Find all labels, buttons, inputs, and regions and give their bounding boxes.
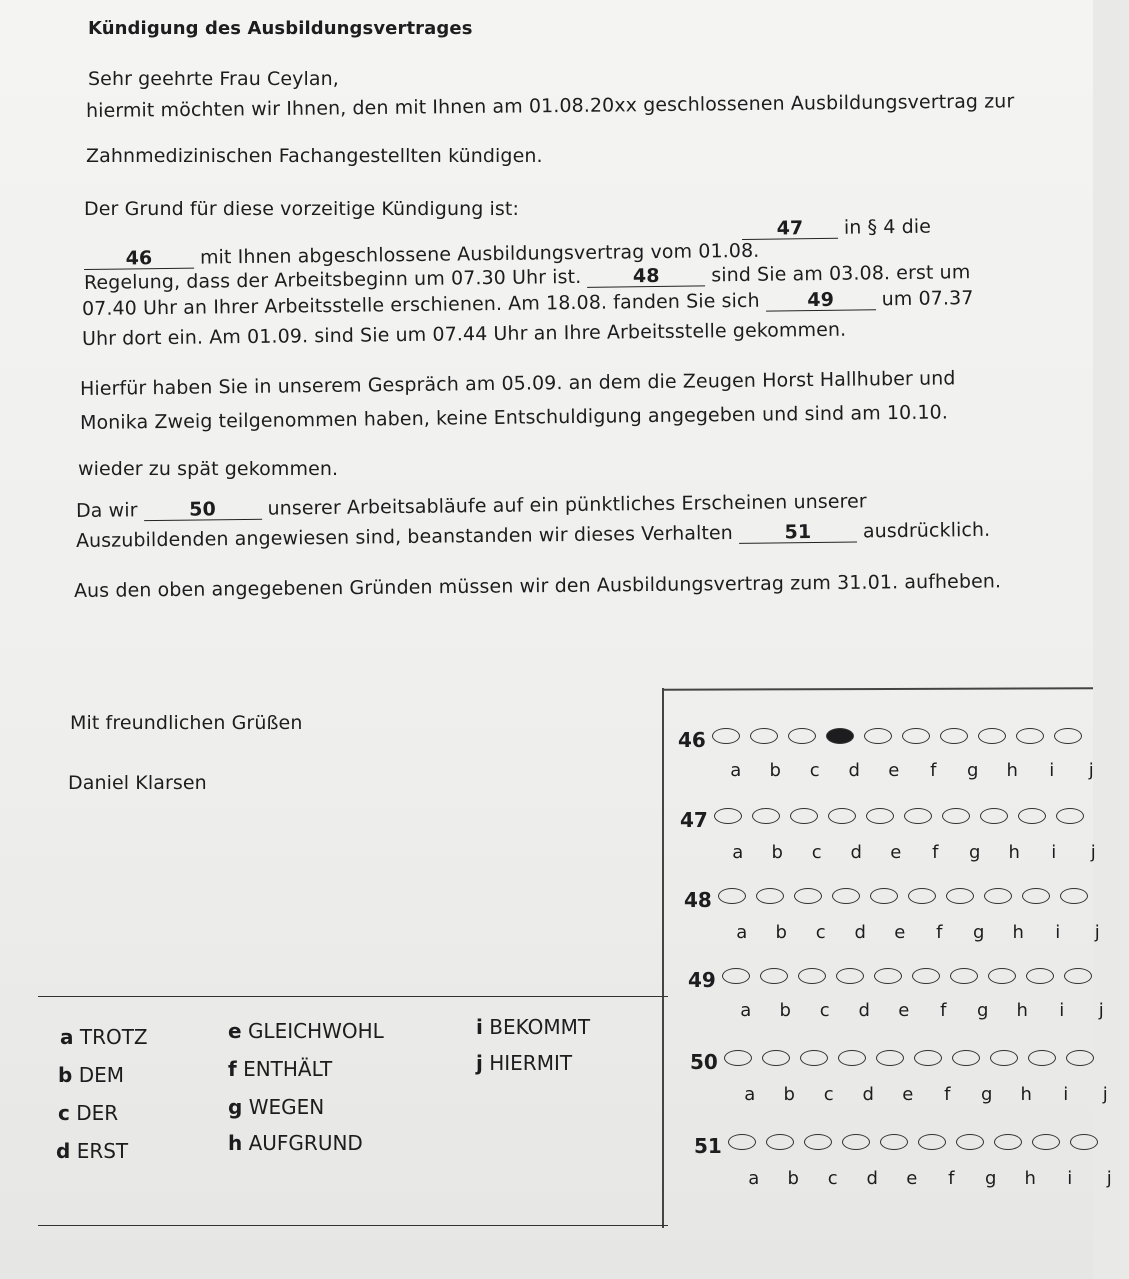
answer-letter-49-a: a: [740, 1000, 752, 1021]
answer-letter-46-b: b: [769, 760, 781, 781]
answer-letter-48-j: j: [1094, 922, 1100, 943]
answer-bubble-50-d[interactable]: [838, 1050, 866, 1066]
answer-bubble-48-i[interactable]: [1022, 888, 1050, 904]
answer-letter-46-g: g: [967, 760, 979, 781]
answer-letter-46-a: a: [730, 760, 742, 781]
option-a: a TROTZ: [60, 1025, 148, 1049]
paragraph-1-line-1: hiermit möchten wir Ihnen, den mit Ihnen am 01.08.20xx geschlossenen Ausbildungsvertrag zur: [85, 90, 1015, 122]
question-50-letters: [730, 1084, 1125, 1105]
answer-bubble-48-f[interactable]: [908, 888, 936, 904]
question-47-letters: [718, 842, 1113, 863]
paragraph-3-line-2: 46 mit Ihnen abgeschlossene Ausbildungsvertrag vom 01.08.: [84, 240, 760, 270]
answer-letter-51-a: a: [748, 1168, 760, 1189]
paragraph-3-line-1: 47 in § 4 die: [84, 216, 931, 248]
question-48-letters: [722, 922, 1117, 943]
answer-bubble-46-f[interactable]: [902, 728, 930, 744]
answer-letter-50-g: g: [981, 1084, 993, 1105]
answer-bubble-50-h[interactable]: [990, 1050, 1018, 1066]
paragraph-4-line-3: wieder zu spät gekommen.: [78, 458, 339, 480]
answer-letter-47-f: f: [932, 842, 939, 863]
answer-letter-47-g: g: [969, 842, 981, 863]
answer-letter-49-e: e: [898, 1000, 910, 1021]
answer-bubble-48-a[interactable]: [718, 888, 746, 904]
answer-letter-49-d: d: [858, 1000, 870, 1021]
answer-letter-51-b: b: [787, 1168, 799, 1189]
answer-letter-50-c: c: [823, 1084, 834, 1105]
answer-letter-47-c: c: [811, 842, 822, 863]
answer-letter-50-d: d: [862, 1084, 874, 1105]
paragraph-3-line-4: 07.40 Uhr an Ihrer Arbeitsstelle erschienen. Am 18.08. fanden Sie sich 49 um 07.37: [81, 287, 974, 320]
answer-letter-46-f: f: [930, 760, 937, 781]
answer-bubble-48-c[interactable]: [794, 888, 822, 904]
paragraph-1-line-2: Zahnmedizinischen Fachangestellten kündigen.: [86, 145, 543, 167]
answer-letter-48-a: a: [736, 922, 748, 943]
answer-letter-48-e: e: [894, 922, 906, 943]
option-d: d ERST: [56, 1139, 129, 1163]
paragraph-3-line-5: Uhr dort ein. Am 01.09. sind Sie um 07.44 Uhr an Ihre Arbeitsstelle gekommen.: [81, 318, 847, 350]
option-e: e GLEICHWOHL: [228, 1019, 384, 1043]
signature: Daniel Klarsen: [68, 772, 207, 794]
answer-bubble-49-g[interactable]: [950, 968, 978, 984]
answer-bubble-46-g[interactable]: [940, 728, 968, 744]
answer-bubble-48-h[interactable]: [984, 888, 1012, 904]
option-j: j HIERMIT: [476, 1051, 573, 1075]
answer-bubble-50-b[interactable]: [762, 1050, 790, 1066]
blank-50[interactable]: 50: [143, 499, 261, 521]
answer-letter-48-b: b: [775, 922, 787, 943]
blank-48[interactable]: 48: [587, 265, 705, 287]
answer-bubble-48-g[interactable]: [946, 888, 974, 904]
question-46-bubbles: [712, 728, 1082, 744]
question-49-number: 49: [688, 968, 716, 992]
answer-bubble-47-e[interactable]: [866, 808, 894, 824]
answer-bubble-47-i[interactable]: [1018, 808, 1046, 824]
option-b: b DEM: [58, 1063, 124, 1087]
answer-bubble-49-b[interactable]: [760, 968, 788, 984]
answer-bubble-50-e[interactable]: [876, 1050, 904, 1066]
answer-letter-47-h: h: [1008, 842, 1020, 863]
answer-letter-46-c: c: [809, 760, 820, 781]
paragraph-2: Der Grund für diese vorzeitige Kündigung ist:: [84, 198, 519, 220]
answer-bubble-47-h[interactable]: [980, 808, 1008, 824]
answer-bubble-47-f[interactable]: [904, 808, 932, 824]
answer-letter-49-h: h: [1016, 1000, 1028, 1021]
answer-letter-50-b: b: [783, 1084, 795, 1105]
question-51-bubbles: [728, 1134, 1098, 1150]
answer-bubble-47-b[interactable]: [752, 808, 780, 824]
answer-bubble-46-j[interactable]: [1054, 728, 1082, 744]
answer-bubble-49-f[interactable]: [912, 968, 940, 984]
answer-bubble-50-i[interactable]: [1028, 1050, 1056, 1066]
answer-bubble-50-j[interactable]: [1066, 1050, 1094, 1066]
answer-bubble-51-g[interactable]: [956, 1134, 984, 1150]
question-50-number: 50: [690, 1050, 718, 1074]
option-h: h AUFGRUND: [228, 1131, 363, 1155]
answer-bubble-47-j[interactable]: [1056, 808, 1084, 824]
answer-bubble-46-c[interactable]: [788, 728, 816, 744]
answer-letter-48-c: c: [815, 922, 826, 943]
answer-letter-50-e: e: [902, 1084, 914, 1105]
answer-bubble-51-h[interactable]: [994, 1134, 1022, 1150]
answer-letter-51-c: c: [827, 1168, 838, 1189]
answer-letter-51-e: e: [906, 1168, 918, 1189]
option-f: f ENTHÄLT: [228, 1057, 333, 1081]
answer-letter-50-i: i: [1063, 1084, 1069, 1105]
blank-47[interactable]: 47: [742, 218, 838, 240]
answer-letter-49-f: f: [940, 1000, 947, 1021]
answer-letter-49-g: g: [977, 1000, 989, 1021]
answer-letter-50-j: j: [1102, 1084, 1108, 1105]
answer-letter-47-b: b: [771, 842, 783, 863]
answer-letter-47-j: j: [1090, 842, 1096, 863]
answer-sheet-top-border: [662, 687, 1093, 690]
paragraph-5-line-1: Da wir 50 unserer Arbeitsabläufe auf ein pünktliches Erscheinen unserer: [75, 490, 867, 522]
answer-letter-48-i: i: [1055, 922, 1061, 943]
answer-letter-49-c: c: [819, 1000, 830, 1021]
answer-bubble-49-c[interactable]: [798, 968, 826, 984]
answer-letter-46-j: j: [1088, 760, 1094, 781]
answer-bubble-47-d[interactable]: [828, 808, 856, 824]
answer-letter-48-d: d: [854, 922, 866, 943]
answer-letter-46-d: d: [848, 760, 860, 781]
answer-bubble-49-h[interactable]: [988, 968, 1016, 984]
answer-bubble-48-b[interactable]: [756, 888, 784, 904]
answer-bubble-46-b[interactable]: [750, 728, 778, 744]
answer-letter-47-a: a: [732, 842, 744, 863]
answer-bubble-48-j[interactable]: [1060, 888, 1088, 904]
paragraph-5-line-2: Auszubildenden angewiesen sind, beanstanden wir dieses Verhalten 51 ausdrücklich.: [75, 518, 991, 552]
question-49-letters: [726, 1000, 1121, 1021]
blank-46[interactable]: 46: [84, 248, 194, 270]
answer-bubble-50-a[interactable]: [724, 1050, 752, 1066]
option-g: g WEGEN: [228, 1095, 325, 1119]
answer-letter-47-e: e: [890, 842, 902, 863]
answer-letter-49-i: i: [1059, 1000, 1065, 1021]
answer-bubble-51-a[interactable]: [728, 1134, 756, 1150]
question-50-bubbles: [724, 1050, 1094, 1066]
answer-bubble-48-e[interactable]: [870, 888, 898, 904]
answer-letter-51-h: h: [1024, 1168, 1036, 1189]
answer-bubble-50-g[interactable]: [952, 1050, 980, 1066]
closing: Mit freundlichen Grüßen: [70, 712, 303, 734]
question-46-number: 46: [678, 728, 706, 752]
answer-bubble-46-e[interactable]: [864, 728, 892, 744]
letter-title: Kündigung des Ausbildungsvertrages: [88, 18, 473, 39]
answer-bubble-46-d[interactable]: [826, 728, 854, 744]
question-48-bubbles: [718, 888, 1088, 904]
option-i: i BEKOMMT: [476, 1015, 591, 1039]
answer-bubble-51-d[interactable]: [842, 1134, 870, 1150]
answer-letter-47-i: i: [1051, 842, 1057, 863]
answer-bubble-46-h[interactable]: [978, 728, 1006, 744]
question-48-number: 48: [684, 888, 712, 912]
answer-bubble-51-j[interactable]: [1070, 1134, 1098, 1150]
answer-bubble-46-a[interactable]: [712, 728, 740, 744]
answer-letter-48-g: g: [973, 922, 985, 943]
blank-49[interactable]: 49: [766, 289, 876, 311]
option-c: c DER: [58, 1101, 119, 1125]
answer-letter-48-f: f: [936, 922, 943, 943]
paragraph-6: Aus den oben angegebenen Gründen müssen wir den Ausbildungsvertrag zum 31.01. aufheben.: [73, 570, 1002, 602]
salutation: Sehr geehrte Frau Ceylan,: [88, 68, 339, 90]
question-51-letters: [734, 1168, 1129, 1189]
question-49-bubbles: [722, 968, 1092, 984]
answer-bubble-51-b[interactable]: [766, 1134, 794, 1150]
question-46-letters: [716, 760, 1111, 781]
answer-bubble-49-j[interactable]: [1064, 968, 1092, 984]
answer-bubble-49-d[interactable]: [836, 968, 864, 984]
answer-letter-46-i: i: [1049, 760, 1055, 781]
question-47-number: 47: [680, 808, 708, 832]
answer-letter-51-i: i: [1067, 1168, 1073, 1189]
question-51-number: 51: [694, 1134, 722, 1158]
answer-letter-47-d: d: [850, 842, 862, 863]
answer-bubble-49-i[interactable]: [1026, 968, 1054, 984]
answer-bubble-50-f[interactable]: [914, 1050, 942, 1066]
answer-bubble-50-c[interactable]: [800, 1050, 828, 1066]
options-legend: [38, 996, 668, 1226]
answer-letter-50-h: h: [1020, 1084, 1032, 1105]
answer-letter-46-h: h: [1006, 760, 1018, 781]
answer-bubble-47-g[interactable]: [942, 808, 970, 824]
answer-bubble-47-a[interactable]: [714, 808, 742, 824]
answer-letter-51-j: j: [1106, 1168, 1112, 1189]
answer-bubble-51-c[interactable]: [804, 1134, 832, 1150]
paragraph-3-line-3: Regelung, dass der Arbeitsbeginn um 07.30 Uhr ist. 48 sind Sie am 03.08. erst um: [83, 261, 971, 294]
question-47-bubbles: [714, 808, 1084, 824]
answer-bubble-51-e[interactable]: [880, 1134, 908, 1150]
paragraph-4-line-1: Hierfür haben Sie in unserem Gespräch am 05.09. an dem die Zeugen Horst Hallhuber und: [79, 367, 956, 400]
answer-letter-51-g: g: [985, 1168, 997, 1189]
answer-bubble-49-e[interactable]: [874, 968, 902, 984]
answer-letter-50-a: a: [744, 1084, 756, 1105]
answer-letter-46-e: e: [888, 760, 900, 781]
answer-letter-51-d: d: [866, 1168, 878, 1189]
paragraph-4-line-2: Monika Zweig teilgenommen haben, keine Entschuldigung angegeben und sind am 10.10.: [79, 401, 949, 434]
blank-51[interactable]: 51: [739, 521, 857, 543]
answer-letter-51-f: f: [948, 1168, 955, 1189]
answer-bubble-51-i[interactable]: [1032, 1134, 1060, 1150]
answer-bubble-51-f[interactable]: [918, 1134, 946, 1150]
answer-letter-49-b: b: [779, 1000, 791, 1021]
answer-bubble-48-d[interactable]: [832, 888, 860, 904]
answer-bubble-46-i[interactable]: [1016, 728, 1044, 744]
answer-bubble-47-c[interactable]: [790, 808, 818, 824]
answer-letter-48-h: h: [1012, 922, 1024, 943]
answer-letter-49-j: j: [1098, 1000, 1104, 1021]
answer-letter-50-f: f: [944, 1084, 951, 1105]
answer-bubble-49-a[interactable]: [722, 968, 750, 984]
